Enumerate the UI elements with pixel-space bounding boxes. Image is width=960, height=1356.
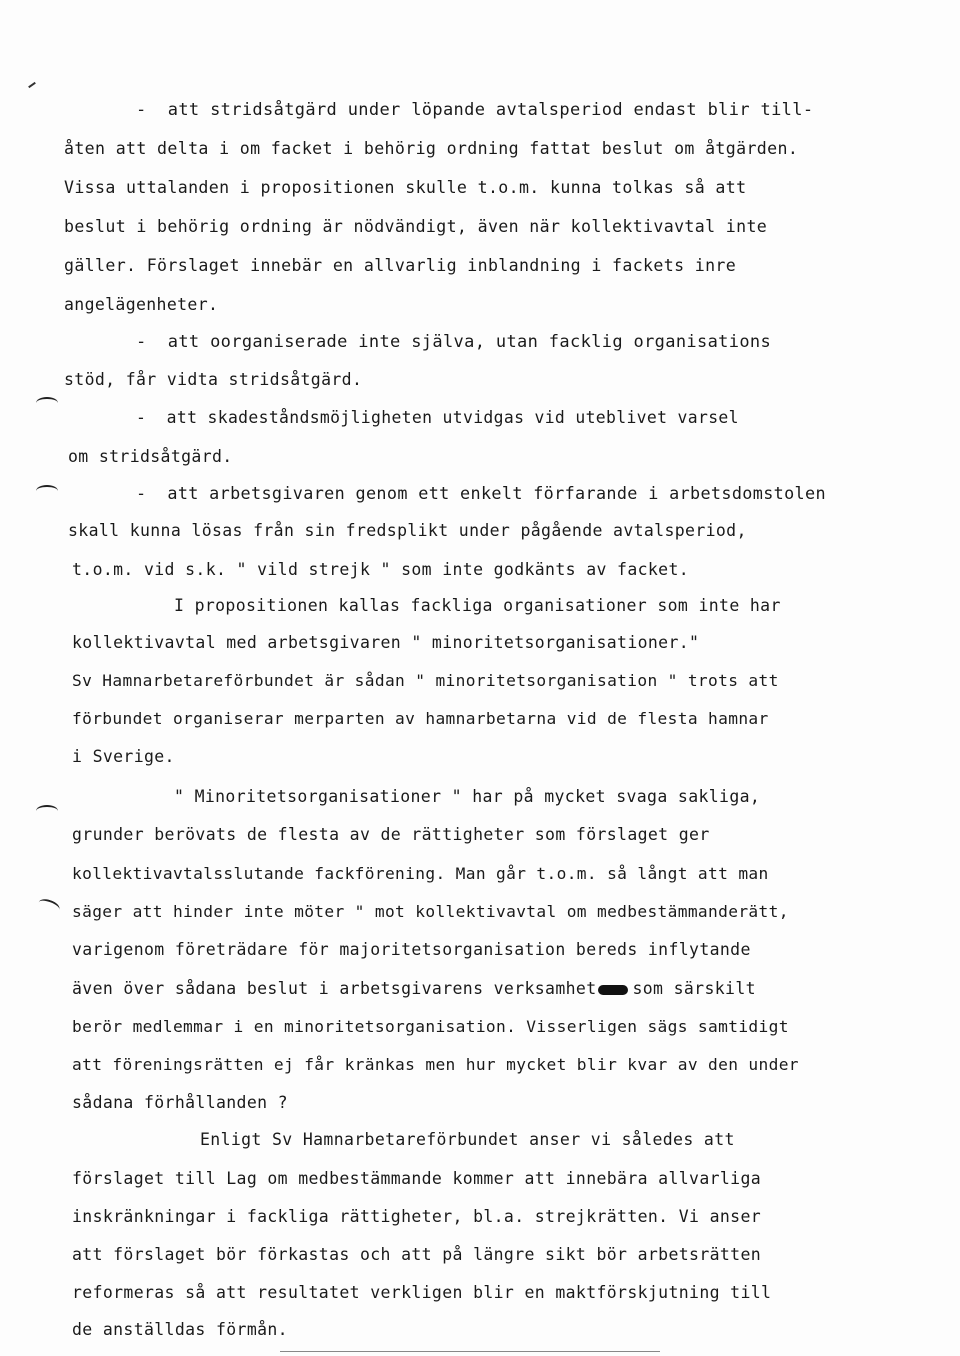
- margin-mark: [36, 485, 58, 497]
- text-line: [72, 979, 756, 999]
- text-line: reformeras så att resultatet verkligen blir en maktförskjutning till: [72, 1283, 772, 1302]
- text-line: - att stridsåtgärd under löpande avtalsperiod endast blir till-: [136, 100, 814, 120]
- text-line: kollektivavtal med arbetsgivaren " minoritetsorganisationer.": [72, 633, 700, 652]
- bottom-rule: [280, 1351, 660, 1352]
- text-line: kollektivavtalsslutande fackförening. Man går t.o.m. så långt att man: [72, 864, 769, 883]
- text-line: Enligt Sv Hamnarbetareförbundet anser vi således att: [200, 1130, 735, 1149]
- text-line: - att skadeståndsmöjligheten utvidgas vid uteblivet varsel: [136, 408, 739, 427]
- text-line: inskränkningar i fackliga rättigheter, bl.a. strejkrätten. Vi anser: [72, 1207, 762, 1226]
- text-line: beslut i behörig ordning är nödvändigt, även när kollektivavtal inte: [64, 217, 768, 236]
- text-line: - att arbetsgivaren genom ett enkelt förfarande i arbetsdomstolen: [136, 483, 826, 503]
- text-line: sådana förhållanden ?: [72, 1093, 288, 1112]
- text-line: att förslaget bör förkastas och att på längre sikt bör arbetsrätten: [72, 1245, 762, 1264]
- text-line: i Sverige.: [72, 747, 175, 766]
- margin-mark: [36, 397, 58, 409]
- text-line: att föreningsrätten ej får kränkas men hur mycket blir kvar av den under: [72, 1055, 799, 1074]
- text-line: angelägenheter.: [64, 295, 219, 314]
- text-line: gäller. Förslaget innebär en allvarlig inblandning i fackets inre: [64, 256, 737, 275]
- text-line: de anställdas förmån.: [72, 1320, 288, 1339]
- text-segment: även över sådana beslut i arbetsgivarens verksamhet: [72, 979, 597, 998]
- text-line: - att oorganiserade inte själva, utan facklig organisations: [136, 332, 772, 352]
- text-line: grunder berövats de flesta av de rättigheter som förslaget ger: [72, 825, 710, 844]
- text-line: Sv Hamnarbetareförbundet är sådan " minoritetsorganisation " trots att: [72, 671, 779, 690]
- text-line: förbundet organiserar merparten av hamnarbetarna vid de flesta hamnar: [72, 709, 769, 728]
- text-line: åten att delta i om facket i behörig ordning fattat beslut om åtgärden.: [64, 139, 799, 158]
- text-segment: som särskilt: [632, 979, 756, 998]
- text-line: stöd, får vidta stridsåtgärd.: [64, 370, 363, 389]
- text-line: t.o.m. vid s.k. " vild strejk " som inte godkänts av facket.: [72, 560, 690, 579]
- margin-mark: [36, 805, 58, 817]
- text-line: säger att hinder inte möter " mot kollektivavtal om medbestämmanderätt,: [72, 902, 789, 921]
- redaction-blot: [598, 985, 628, 995]
- text-line: varigenom företrädare för majoritetsorganisation bereds inflytande: [72, 940, 751, 959]
- text-line: I propositionen kallas fackliga organisationer som inte har: [174, 596, 781, 615]
- text-line: förslaget till Lag om medbestämmande kommer att innebära allvarliga: [72, 1169, 762, 1188]
- margin-mark: [37, 897, 62, 916]
- text-line: om stridsåtgärd.: [68, 447, 233, 466]
- text-line: berör medlemmar i en minoritetsorganisation. Visserligen sägs samtidigt: [72, 1017, 789, 1036]
- text-line: skall kunna lösas från sin fredsplikt under pågående avtalsperiod,: [68, 521, 747, 540]
- text-line: " Minoritetsorganisationer " har på mycket svaga sakliga,: [174, 787, 761, 806]
- corner-tick-mark: [28, 82, 36, 88]
- text-line: Vissa uttalanden i propositionen skulle t.o.m. kunna tolkas så att: [64, 178, 747, 197]
